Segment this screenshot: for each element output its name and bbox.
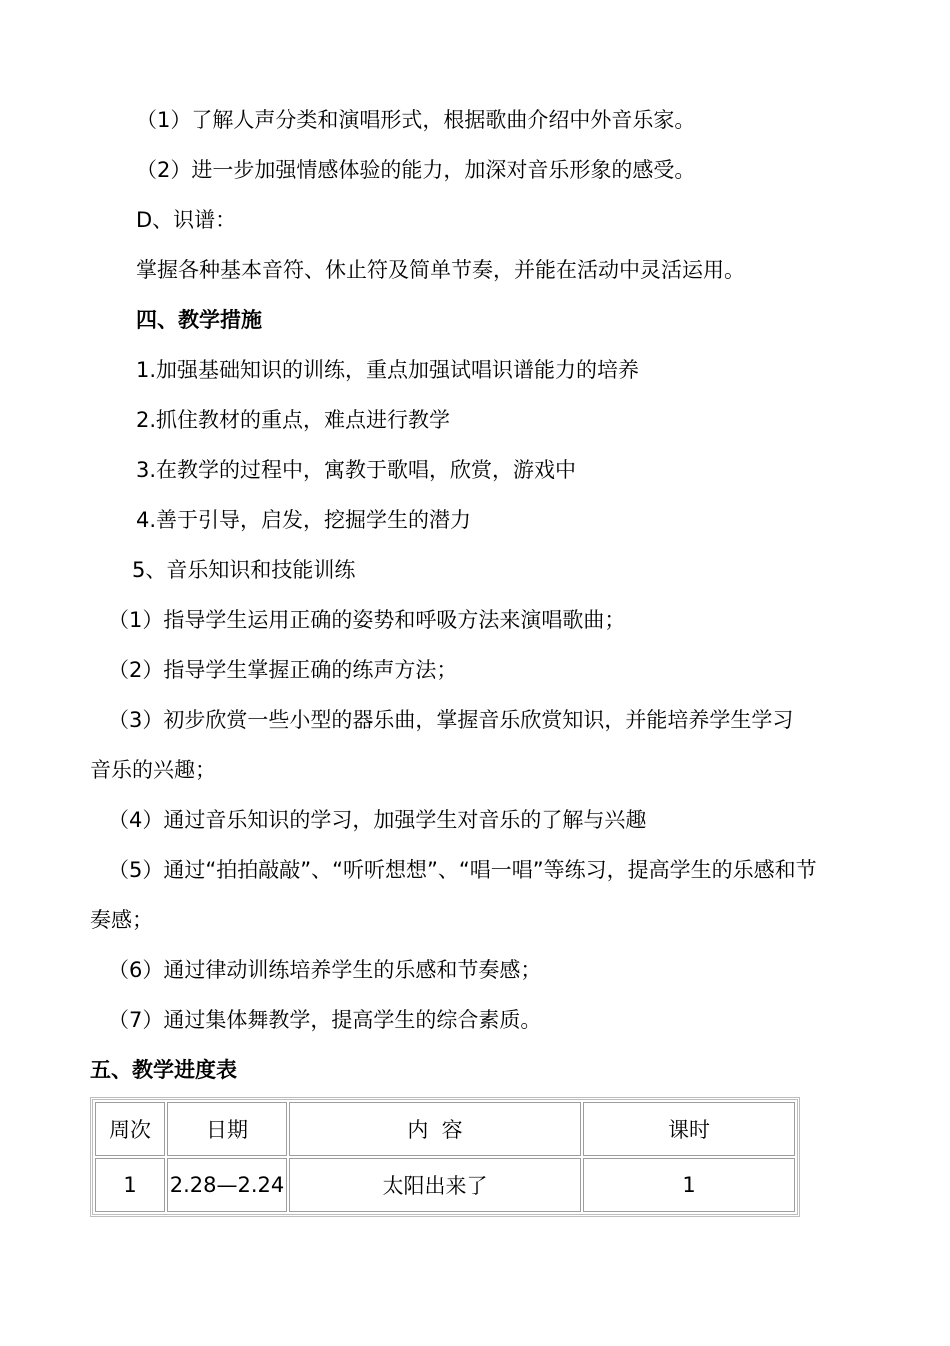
- paragraph-goal-1: （1）了解人声分类和演唱形式，根据歌曲介绍中外音乐家。: [136, 108, 696, 132]
- measure-item-4: 4.善于引导，启发，挖掘学生的潜力: [136, 508, 472, 532]
- cell-week: 1: [95, 1158, 165, 1212]
- skill-item-5-cont: 奏感；: [90, 908, 153, 932]
- paragraph-heading-notation: D、识谱：: [136, 208, 237, 232]
- cell-content: 太阳出来了: [289, 1158, 581, 1212]
- skill-item-2: （2）指导学生掌握正确的练声方法；: [108, 658, 458, 682]
- measure-item-2: 2.抓住教材的重点，难点进行教学: [136, 408, 451, 432]
- header-content: 内 容: [289, 1102, 581, 1156]
- table-header-row: [95, 1102, 795, 1156]
- measure-item-3: 3.在教学的过程中，寓教于歌唱，欣赏，游戏中: [136, 458, 577, 482]
- skill-item-7: （7）通过集体舞教学，提高学生的综合素质。: [108, 1008, 542, 1032]
- header-date: 日期: [167, 1102, 287, 1156]
- cell-hours: 1: [583, 1158, 795, 1212]
- paragraph-notation-text: 掌握各种基本音符、休止符及简单节奏，并能在活动中灵活运用。: [136, 258, 745, 282]
- cell-date: 2.28—2.24: [167, 1158, 287, 1212]
- table-row: [95, 1158, 795, 1212]
- header-week: 周次: [95, 1102, 165, 1156]
- measure-item-5: 5、音乐知识和技能训练: [132, 558, 356, 582]
- skill-item-3: （3）初步欣赏一些小型的器乐曲，掌握音乐欣赏知识，并能培养学生学习: [108, 708, 794, 732]
- header-hours: 课时: [583, 1102, 795, 1156]
- skill-item-6: （6）通过律动训练培养学生的乐感和节奏感；: [108, 958, 542, 982]
- section-heading-schedule: 五、教学进度表: [90, 1058, 237, 1082]
- skill-item-5: （5）通过“拍拍敲敲”、“听听想想”、“唱一唱”等练习，提高学生的乐感和节: [108, 858, 817, 882]
- paragraph-goal-2: （2）进一步加强情感体验的能力，加深对音乐形象的感受。: [136, 158, 696, 182]
- section-heading-measures: 四、教学措施: [136, 308, 262, 332]
- schedule-table: [90, 1097, 800, 1217]
- skill-item-1: （1）指导学生运用正确的姿势和呼吸方法来演唱歌曲；: [108, 608, 626, 632]
- skill-item-4: （4）通过音乐知识的学习，加强学生对音乐的了解与兴趣: [108, 808, 647, 832]
- measure-item-1: 1.加强基础知识的训练，重点加强试唱识谱能力的培养: [136, 358, 640, 382]
- skill-item-3-cont: 音乐的兴趣；: [90, 758, 216, 782]
